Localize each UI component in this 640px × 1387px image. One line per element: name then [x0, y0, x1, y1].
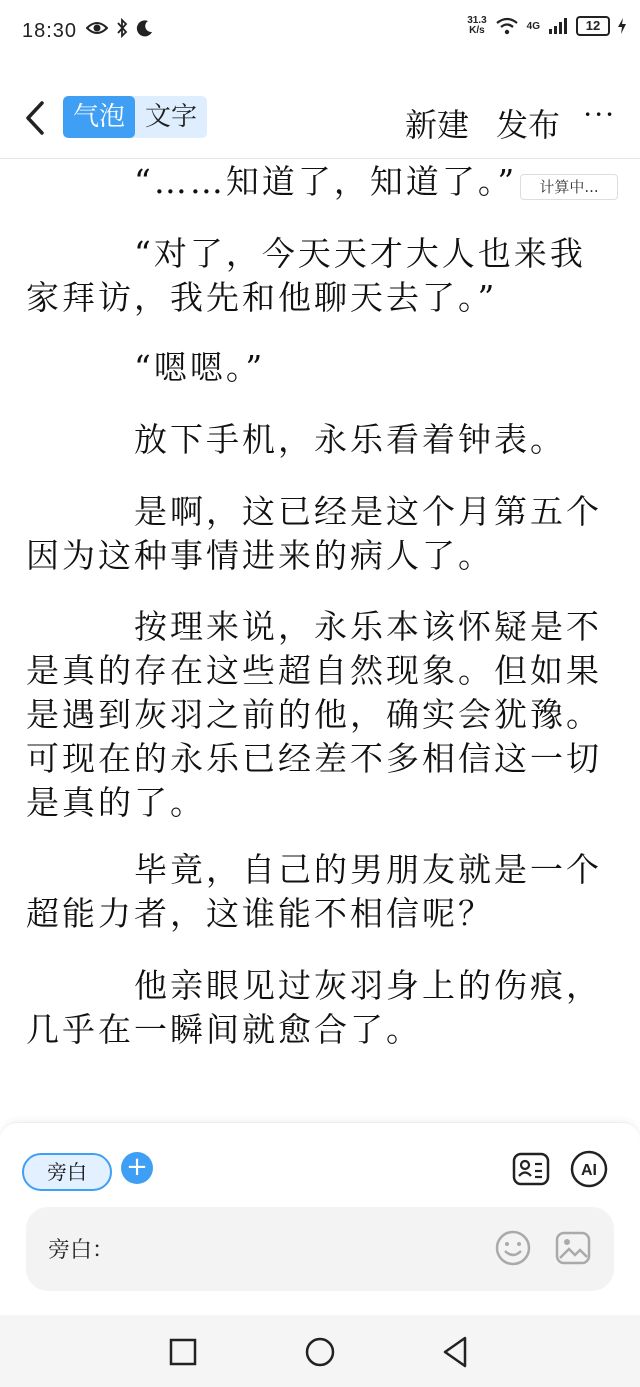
moon-icon	[136, 19, 154, 37]
tab-text[interactable]: 文字	[145, 102, 198, 132]
top-toolbar	[0, 90, 640, 159]
publish-button[interactable]: 发布	[496, 106, 561, 144]
charging-icon	[618, 18, 626, 34]
paragraph: “对了，今天天才大人也来我家拜访，我先和他聊天去了。”	[26, 234, 586, 317]
eye-icon	[86, 20, 108, 36]
status-right-icons	[467, 16, 626, 36]
character-card-icon[interactable]	[511, 1149, 551, 1189]
paragraph: 他亲眼见过灰羽身上的伤痕，几乎在一瞬间就愈合了。	[26, 966, 602, 1049]
status-time: 18:30	[22, 20, 78, 42]
status-left-icons	[86, 18, 154, 38]
home-icon[interactable]	[303, 1335, 337, 1369]
signal-icon	[548, 18, 568, 34]
paragraph: 放下手机，永乐看着钟表。	[26, 420, 566, 459]
input-panel	[0, 1122, 640, 1316]
paragraph: “……知道了，知道了。”	[26, 162, 518, 201]
system-nav-bar	[0, 1315, 640, 1387]
more-icon[interactable]: ···	[583, 98, 616, 131]
paragraph: 按理来说，永乐本该怀疑是不是真的存在这些超自然现象。但如果是遇到灰羽之前的他，确实会犹豫。可现在的永乐已经差不多相信这一切是真的了。	[26, 607, 602, 822]
speed-unit: K/s	[469, 25, 485, 36]
paragraph: 是啊，这已经是这个月第五个因为这种事情进来的病人了。	[26, 492, 602, 575]
paragraph: 毕竟，自己的男朋友就是一个超能力者，这谁能不相信呢？	[26, 850, 602, 933]
add-role-button[interactable]	[121, 1152, 153, 1184]
paragraph: “嗯嗯。”	[26, 348, 266, 387]
input-role-label: 旁白：	[48, 1238, 115, 1263]
calculating-badge: 计算中...	[520, 174, 618, 200]
battery-indicator: 12	[576, 16, 610, 36]
back-arrow-icon[interactable]	[20, 98, 50, 138]
wifi-icon	[495, 17, 519, 35]
svg-text:AI: AI	[581, 1162, 597, 1179]
recent-apps-icon[interactable]	[168, 1337, 198, 1367]
image-icon[interactable]	[554, 1229, 592, 1267]
plus-icon: +	[126, 1152, 148, 1182]
emoji-icon[interactable]	[494, 1229, 532, 1267]
back-triangle-icon[interactable]	[440, 1335, 470, 1369]
new-button[interactable]: 新建	[405, 106, 470, 144]
speed-value: 31.3	[467, 15, 487, 26]
bluetooth-icon	[116, 18, 128, 38]
network-type: 4G	[526, 20, 540, 32]
role-chip-narration[interactable]: 旁白	[22, 1153, 112, 1191]
story-content[interactable]	[0, 158, 640, 1058]
network-speed	[467, 16, 486, 36]
tab-bubble[interactable]: 气泡	[63, 96, 135, 138]
status-bar	[0, 0, 640, 62]
mode-switch	[63, 96, 207, 138]
dialogue-input[interactable]	[26, 1207, 614, 1291]
ai-icon[interactable]	[569, 1149, 609, 1189]
